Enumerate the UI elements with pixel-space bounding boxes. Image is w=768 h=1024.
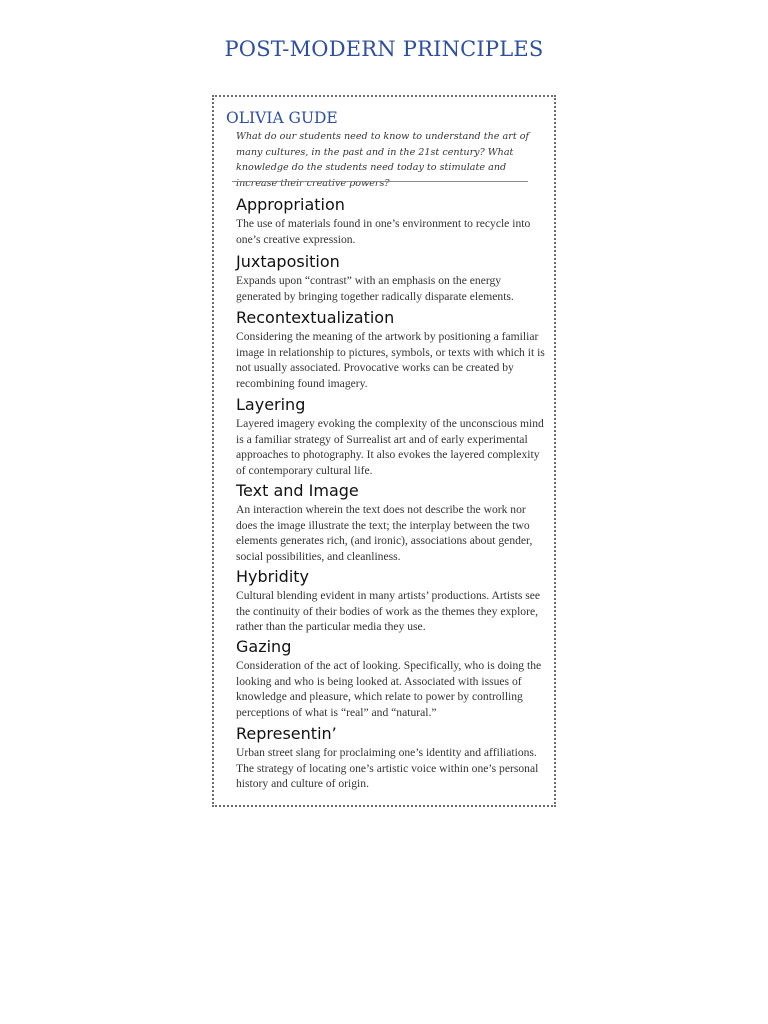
intro-question: What do our students need to know to understand the art of many cultures, in the past and in the 21st century? What knowledge do the students need today to stimulate and increase their creative powers? [236, 131, 530, 189]
principles-card [212, 95, 556, 807]
term-appropriation [236, 196, 548, 247]
term-text-and-image [236, 482, 548, 564]
term-heading: Text and Image [236, 481, 359, 500]
term-heading: Appropriation [236, 195, 345, 214]
term-description: Layered imagery evoking the complexity of the unconscious mind is a familiar strategy of Surrealist art and of early experimental approaches to photography. It also evokes the layered complexity of contemporary cultural life. [236, 417, 544, 477]
divider [232, 181, 528, 182]
term-description: Considering the meaning of the artwork by positioning a familiar image in relationship to pictures, symbols, or texts with which it is not usually associated. Provocative works can be created by recombining found imagery. [236, 330, 545, 390]
term-heading: Layering [236, 395, 306, 414]
term-description: An interaction wherein the text does not describe the work nor does the image illustrate the text; the interplay between the two elements generates rich, (and ironic), associations about gender, social possibilities, and cleanliness. [236, 503, 533, 563]
term-heading: Juxtaposition [236, 252, 340, 271]
term-representin [236, 725, 548, 792]
page-title: POST-MODERN PRINCIPLES [224, 37, 544, 61]
author-name: OLIVIA GUDE [226, 109, 338, 127]
term-hybridity [236, 568, 548, 635]
term-juxtaposition [236, 253, 548, 304]
term-heading: Gazing [236, 637, 292, 656]
term-recontextualization [236, 309, 548, 391]
term-description: Expands upon “contrast” with an emphasis on the energy generated by bringing together radically disparate elements. [236, 274, 514, 303]
term-description: Consideration of the act of looking. Specifically, who is doing the looking and who is being looked at. Associated with issues of knowledge and pleasure, which relate to power by controlling perceptions of what is “real” and “natural.” [236, 659, 542, 719]
term-description: Cultural blending evident in many artists’ productions. Artists see the continuity of their bodies of work as the themes they explore, rather than the particular media they use. [236, 589, 541, 634]
term-description: The use of materials found in one’s environment to recycle into one’s creative expression. [236, 217, 531, 246]
term-layering [236, 396, 548, 478]
term-heading: Recontextualization [236, 308, 395, 327]
term-description: Urban street slang for proclaiming one’s identity and affiliations. The strategy of locating one’s artistic voice within one’s personal history and culture of origin. [236, 746, 539, 791]
term-heading: Hybridity [236, 567, 310, 586]
term-heading: Representin’ [236, 724, 337, 743]
term-gazing [236, 638, 548, 720]
